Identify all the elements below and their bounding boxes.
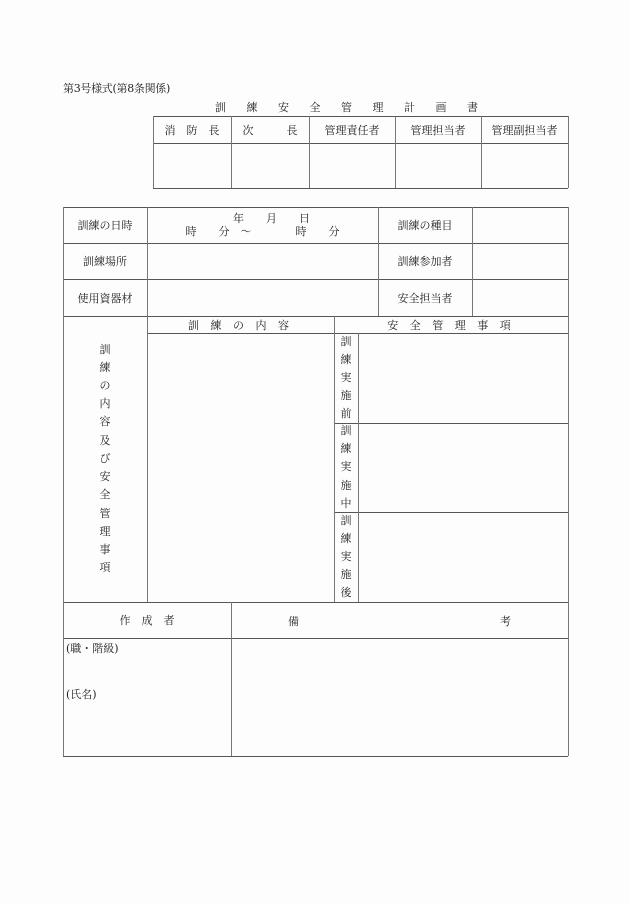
header-deputy-chief: 次 長 <box>242 123 298 137</box>
header-author: 作 成 者 <box>119 614 175 627</box>
section-label-char: 練 <box>99 360 111 374</box>
section-label-content-and-safety <box>63 316 147 602</box>
section-label-char: 安 <box>99 470 111 484</box>
training-participants-field[interactable] <box>473 244 567 278</box>
phase-label-char: 練 <box>340 442 352 456</box>
header-officer: 管理担当者 <box>410 123 466 137</box>
header-manager: 管理責任者 <box>324 123 380 137</box>
stamp-officer[interactable] <box>396 144 480 187</box>
author-position-field[interactable] <box>64 652 230 682</box>
divider <box>568 116 569 188</box>
section-label-char: 管 <box>99 506 111 520</box>
label-after-training <box>334 512 358 602</box>
divider <box>568 207 569 756</box>
divider <box>63 756 568 757</box>
section-label-char: 事 <box>99 542 111 556</box>
label-training-participants: 訓練参加者 <box>397 255 453 268</box>
remarks-field[interactable] <box>232 639 567 755</box>
time-line: 時 分 ～ 時 分 <box>185 225 340 238</box>
label-training-datetime: 訓練の日時 <box>77 219 133 232</box>
stamp-manager[interactable] <box>310 144 394 187</box>
section-label-char: 及 <box>99 433 111 447</box>
section-label-text <box>100 341 111 578</box>
phase-label-char: 訓 <box>340 334 352 348</box>
section-label-char: の <box>99 379 111 393</box>
label-position-rank: (職・階級) <box>66 642 119 655</box>
label-training-type: 訓練の種目 <box>397 219 453 232</box>
phase-label-char: 実 <box>340 370 352 384</box>
section-label-char: 訓 <box>99 342 111 356</box>
form-number: 第3号様式(第8条関係) <box>63 82 170 95</box>
document-title: 訓 練 安 全 管 理 計 画 書 <box>215 101 487 114</box>
phase-label-char: 訓 <box>340 513 352 527</box>
safety-after-field[interactable] <box>359 513 567 601</box>
phase-label-char: 施 <box>340 478 352 492</box>
phase-label-char: 練 <box>340 531 352 545</box>
label-name: (氏名) <box>66 688 97 701</box>
label-safety-officer: 安全担当者 <box>397 291 453 305</box>
training-type-field[interactable] <box>473 208 567 242</box>
phase-label-char: 練 <box>340 352 352 366</box>
training-content-field[interactable] <box>148 334 333 601</box>
training-datetime-field[interactable] <box>147 207 378 243</box>
header-remarks-right: 考 <box>500 615 511 628</box>
safety-during-field[interactable] <box>359 424 567 511</box>
phase-label-char: 施 <box>340 568 352 582</box>
section-label-char: び <box>99 451 111 465</box>
section-label-char: 全 <box>99 488 111 502</box>
stamp-fire-chief[interactable] <box>154 144 230 187</box>
phase-label-text <box>341 333 352 424</box>
training-location-field[interactable] <box>148 244 377 278</box>
section-label-char: 容 <box>99 415 111 429</box>
header-remarks-left: 備 <box>288 615 299 628</box>
phase-label-char: 施 <box>340 389 352 403</box>
section-label-char: 内 <box>99 397 111 411</box>
label-equipment: 使用資器材 <box>77 291 133 305</box>
phase-label-char: 訓 <box>340 424 352 437</box>
stamp-deputy-chief[interactable] <box>232 144 308 187</box>
phase-label-char: 後 <box>340 586 352 600</box>
phase-label-text <box>341 422 352 513</box>
header-fire-chief: 消 防 長 <box>164 123 220 137</box>
phase-label-char: 前 <box>340 407 352 421</box>
section-label-char: 理 <box>99 524 111 538</box>
equipment-field[interactable] <box>148 280 377 315</box>
label-training-location: 訓練場所 <box>83 255 127 268</box>
date-line: 年 月 日 <box>233 212 310 225</box>
phase-label-char: 実 <box>340 549 352 563</box>
header-training-content: 訓 練 の 内 容 <box>188 318 293 332</box>
label-during-training <box>334 423 358 512</box>
section-label-char: 項 <box>99 561 111 575</box>
safety-officer-field[interactable] <box>473 280 567 315</box>
phase-label-text <box>341 512 352 603</box>
stamp-deputy-officer[interactable] <box>482 144 567 187</box>
author-name-field[interactable] <box>64 700 230 755</box>
phase-label-char: 実 <box>340 460 352 474</box>
header-deputy-officer: 管理副担当者 <box>491 123 558 137</box>
header-safety-items: 安 全 管 理 事 項 <box>387 318 515 332</box>
safety-before-field[interactable] <box>359 334 567 422</box>
divider <box>153 188 568 189</box>
label-before-training <box>334 333 358 423</box>
phase-label-char: 中 <box>340 496 352 510</box>
